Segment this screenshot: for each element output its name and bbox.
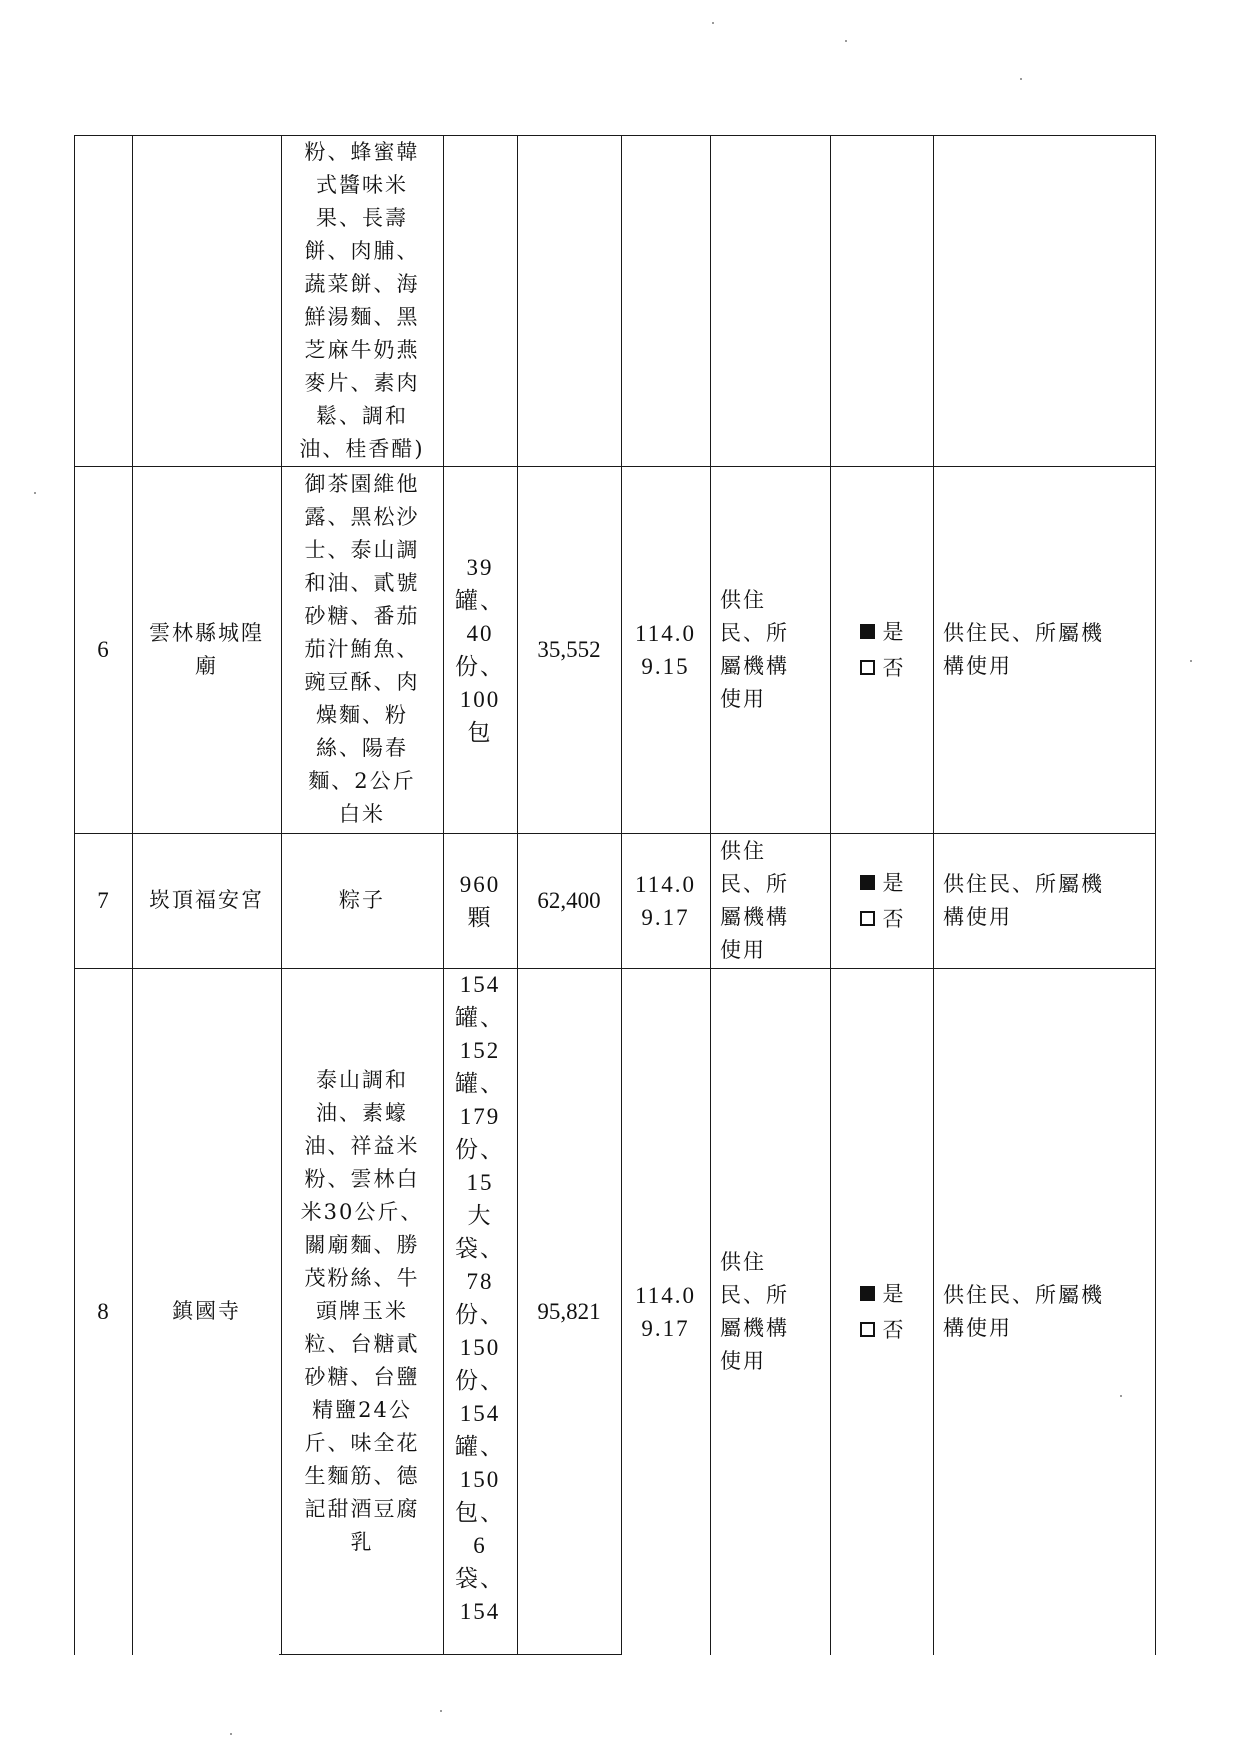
scan-speck xyxy=(34,492,36,494)
scan-speck xyxy=(1190,660,1192,662)
date-cell: 114.0 9.17 xyxy=(635,1282,696,1341)
unchecked-box-icon xyxy=(860,1322,875,1337)
remark-cell: 供住民、所屬機 構使用 xyxy=(943,871,1104,929)
amount-cell: 95,821 xyxy=(537,1299,601,1324)
scan-speck xyxy=(845,40,847,42)
amount-cell: 62,400 xyxy=(537,888,601,913)
yes-checkbox[interactable]: 是 xyxy=(860,868,904,898)
table-border-top xyxy=(74,135,1156,136)
date-cell: 114.0 9.15 xyxy=(635,620,696,679)
purpose-cell: 供住 民、所 屬機構 使用 xyxy=(720,1249,789,1373)
yes-checkbox[interactable]: 是 xyxy=(860,617,904,647)
remark-cell: 供住民、所屬機 構使用 xyxy=(943,1282,1104,1340)
items-cell: 粉、蜂蜜韓 式醬味米 果、長壽 餅、肉脯、 蔬菜餅、海 鮮湯麵、黑 芝麻牛奶燕 麥片、素肉 鬆、調和 油、桂香醋) xyxy=(299,139,425,461)
checked-box-icon xyxy=(860,624,875,639)
row-number-cell: 7 xyxy=(97,888,109,913)
row-number-cell: 6 xyxy=(97,637,109,662)
scan-speck xyxy=(1120,1395,1122,1397)
table-border-right xyxy=(1155,135,1156,1655)
scan-speck xyxy=(1020,78,1022,80)
scan-speck xyxy=(712,22,714,24)
date-cell: 114.0 9.17 xyxy=(635,871,696,930)
quantity-cell: 39 罐、 40 份、 100 包 xyxy=(455,554,505,745)
remark-cell: 供住民、所屬機 構使用 xyxy=(943,620,1104,678)
scan-speck xyxy=(440,1710,442,1712)
unchecked-box-icon xyxy=(860,660,875,675)
amount-cell: 35,552 xyxy=(537,637,601,662)
compliance-cell xyxy=(830,968,933,1655)
checked-box-icon xyxy=(860,1286,875,1301)
yes-checkbox[interactable]: 是 xyxy=(860,1279,904,1309)
items-cell: 御茶園維他 露、黑松沙 士、泰山調 和油、貳號 砂糖、番茄 茄汁鮪魚、 豌豆酥、肉 燥麵、粉 絲、陽春 麵、2公斤 白米 xyxy=(304,472,420,826)
no-checkbox[interactable]: 否 xyxy=(860,653,904,683)
scan-speck xyxy=(230,1733,232,1735)
purpose-cell: 供住 民、所 屬機構 使用 xyxy=(720,587,789,711)
no-checkbox[interactable]: 否 xyxy=(860,904,904,934)
quantity-cell: 154 罐、 152 罐、 179 份、 15 大 袋、 78 份、 150 份、 154 罐、 150 包、 6 袋、 154 xyxy=(455,972,505,1624)
purpose-cell: 供住 民、所 屬機構 使用 xyxy=(720,838,789,962)
unchecked-box-icon xyxy=(860,911,875,926)
compliance-cell xyxy=(830,466,933,833)
items-cell: 粽子 xyxy=(339,888,385,912)
organization-cell: 鎮國寺 xyxy=(172,1299,241,1323)
no-checkbox[interactable]: 否 xyxy=(860,1315,904,1345)
organization-cell: 崁頂福安宮 xyxy=(149,888,264,912)
row-number-cell: 8 xyxy=(97,1299,109,1324)
items-cell: 泰山調和 油、素蠔 油、祥益米 粉、雲林白 米30公斤、 關廟麵、勝 茂粉絲、牛 頭牌玉米 粒、台糖貳 砂糖、台鹽 精鹽24公 斤、味全花 生麵筋、德 記甜酒豆腐 乳 xyxy=(300,1068,424,1554)
checked-box-icon xyxy=(860,875,875,890)
compliance-cell xyxy=(830,833,933,968)
organization-cell: 雲林縣城隍 廟 xyxy=(149,620,264,678)
quantity-cell: 960 顆 xyxy=(459,871,501,930)
